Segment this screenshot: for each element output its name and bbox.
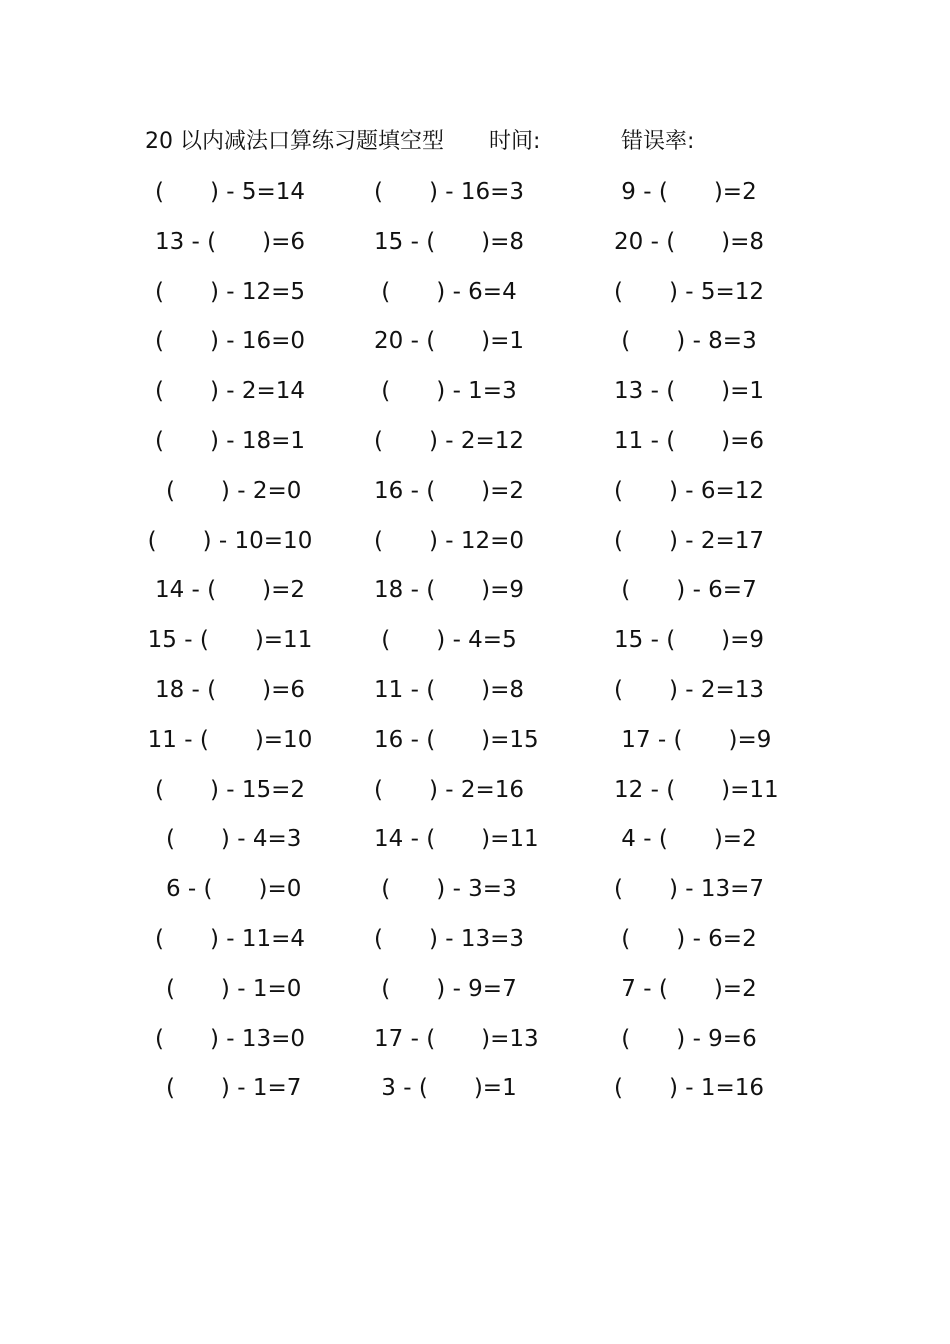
problem-item: 20 - ( )=1 [374, 328, 525, 355]
problem-item: ( ) - 1=7 [158, 1075, 302, 1102]
problem-item: 17 - ( )=13 [374, 1025, 539, 1052]
problem-item: 17 - ( )=9 [614, 726, 772, 753]
problem-item: ( ) - 6=2 [614, 925, 757, 952]
problem-item: ( ) - 2=14 [154, 378, 306, 405]
problem-item: 18 - ( )=9 [374, 577, 525, 604]
time-field-label: 时间: [489, 129, 541, 154]
problem-item: ( ) - 12=5 [154, 278, 306, 305]
problem-item: ( ) - 2=17 [614, 527, 765, 554]
problem-item: ( ) - 16=3 [374, 179, 525, 205]
problem-row [130, 969, 810, 1019]
problem-item: 16 - ( )=15 [374, 726, 539, 753]
worksheet-title: 20 以内减法口算练习题填空型 [145, 129, 444, 154]
problem-item: 7 - ( )=2 [614, 975, 757, 1002]
problem-row [130, 770, 810, 820]
problem-row [130, 570, 810, 620]
problem-item: 9 - ( )=2 [614, 179, 757, 205]
problem-item: 6 - ( )=0 [158, 876, 302, 903]
problem-row [130, 620, 810, 670]
problem-item: ( ) - 5=14 [154, 179, 306, 205]
problem-item: ( ) - 1=0 [158, 975, 302, 1002]
problem-item: ( ) - 2=13 [614, 676, 765, 703]
problem-item: 13 - ( )=6 [154, 228, 306, 255]
problem-row [130, 869, 810, 919]
problem-item: 11 - ( )=8 [374, 676, 525, 703]
problem-item: ( ) - 2=16 [374, 776, 525, 803]
problem-row [130, 720, 810, 770]
problem-item: ( ) - 3=3 [374, 876, 517, 903]
problem-item: ( ) - 5=12 [614, 278, 765, 305]
error-rate-field-label: 错误率: [621, 129, 695, 154]
problem-item: ( ) - 6=12 [614, 477, 765, 504]
problem-item: 20 - ( )=8 [614, 228, 765, 255]
problem-item: ( ) - 15=2 [154, 776, 306, 803]
problem-item: 13 - ( )=1 [614, 378, 765, 405]
problem-item: ( ) - 8=3 [614, 328, 757, 355]
problem-item: 16 - ( )=2 [374, 477, 525, 504]
problem-row [130, 1019, 810, 1069]
problem-item: ( ) - 13=3 [374, 925, 525, 952]
problem-item: ( ) - 13=7 [614, 876, 765, 903]
problem-row [130, 919, 810, 969]
problem-row [130, 321, 810, 371]
problem-row [130, 421, 810, 471]
problem-item: ( ) - 11=4 [154, 925, 306, 952]
problem-item: ( ) - 4=3 [158, 826, 302, 853]
problem-item: ( ) - 2=0 [158, 477, 302, 504]
problem-row [130, 272, 810, 322]
problem-item: 12 - ( )=11 [614, 776, 779, 803]
problem-row [130, 222, 810, 272]
problem-item: ( ) - 2=12 [374, 427, 525, 454]
problem-item: 11 - ( )=10 [147, 726, 313, 753]
problem-item: 15 - ( )=9 [614, 627, 765, 654]
problem-item: 14 - ( )=11 [374, 826, 539, 853]
problem-row [130, 172, 810, 222]
problem-row [130, 1068, 810, 1118]
problem-item: ( ) - 1=16 [614, 1075, 765, 1102]
problem-grid [130, 172, 810, 1118]
problem-item: ( ) - 9=7 [374, 975, 517, 1002]
problem-item: ( ) - 6=7 [614, 577, 757, 604]
problem-item: ( ) - 10=10 [147, 527, 313, 554]
worksheet-header [145, 124, 845, 160]
problem-row [130, 521, 810, 571]
problem-item: ( ) - 6=4 [374, 278, 517, 305]
problem-item: 15 - ( )=11 [147, 627, 313, 654]
problem-row [130, 819, 810, 869]
problem-item: ( ) - 16=0 [154, 328, 306, 355]
problem-item: 11 - ( )=6 [614, 427, 765, 454]
problem-row [130, 371, 810, 421]
problem-item: ( ) - 9=6 [614, 1025, 757, 1052]
problem-row [130, 670, 810, 720]
problem-item: 18 - ( )=6 [154, 676, 306, 703]
problem-item: ( ) - 18=1 [154, 427, 306, 454]
problem-item: ( ) - 1=3 [374, 378, 517, 405]
problem-item: ( ) - 4=5 [374, 627, 517, 654]
problem-item: 3 - ( )=1 [374, 1075, 517, 1102]
problem-item: 14 - ( )=2 [154, 577, 306, 604]
problem-row [130, 471, 810, 521]
problem-item: ( ) - 12=0 [374, 527, 525, 554]
problem-item: ( ) - 13=0 [154, 1025, 306, 1052]
problem-item: 15 - ( )=8 [374, 228, 525, 255]
problem-item: 4 - ( )=2 [614, 826, 757, 853]
